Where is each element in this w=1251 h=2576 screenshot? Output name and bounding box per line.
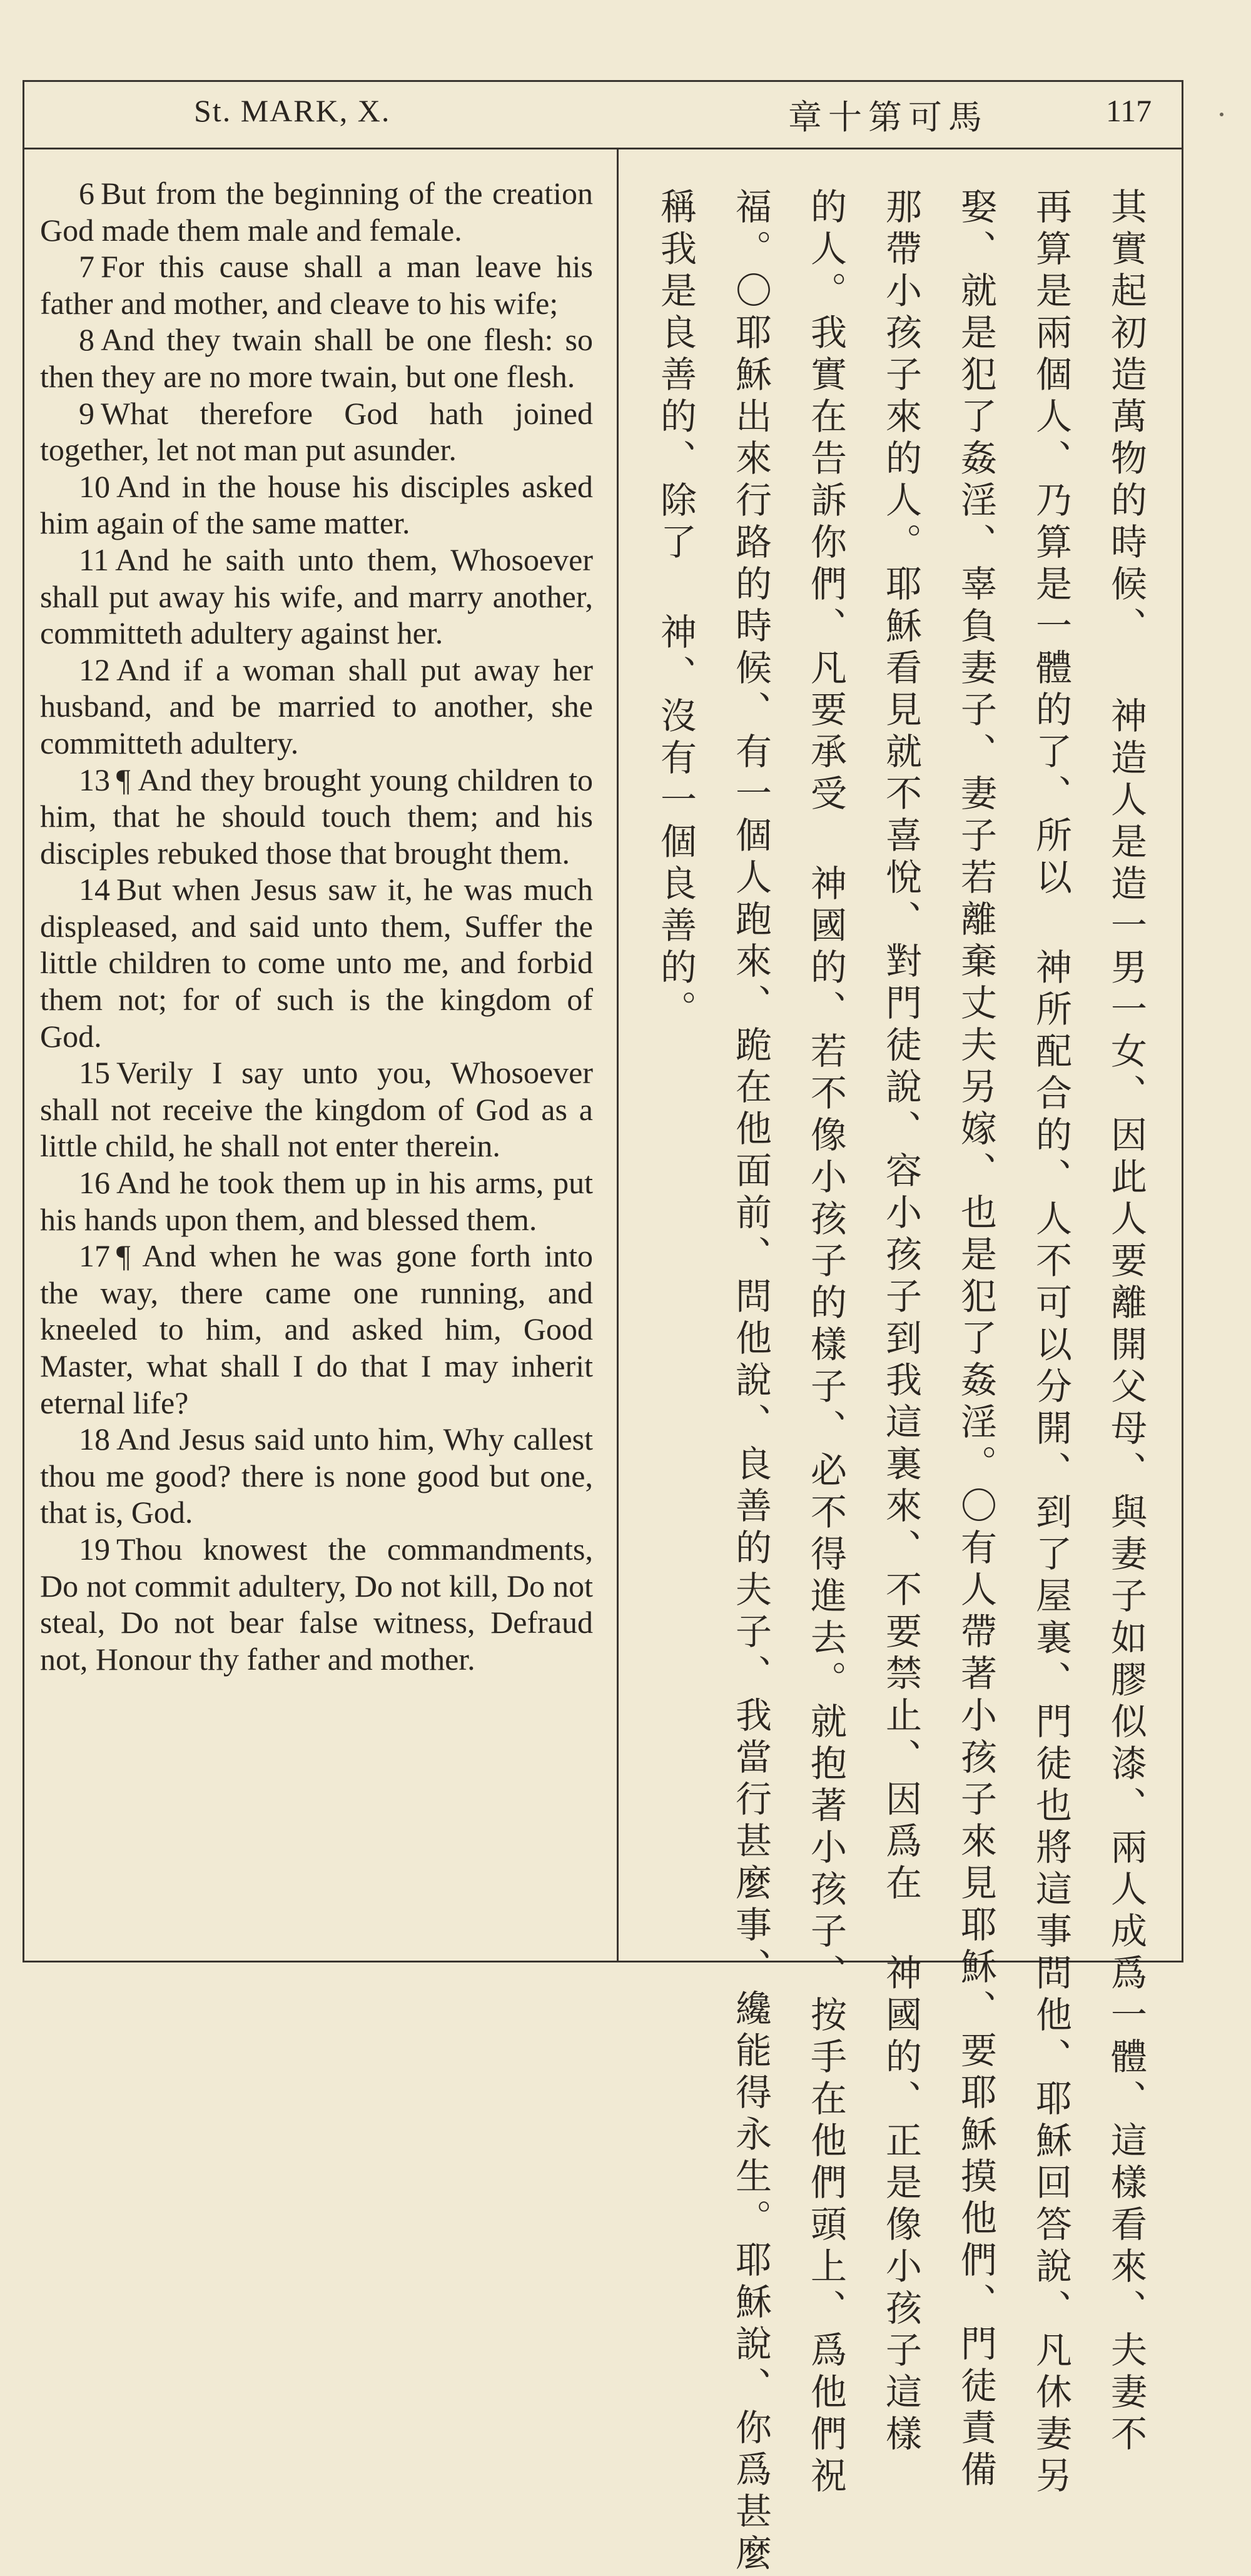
page-number: 117 xyxy=(1106,93,1152,128)
chinese-text-column xyxy=(626,188,1163,2576)
chinese-column: 的人。我實在告訴你們、凡要承受 神國的、若不像小孩子的樣子、必不得進去。就抱著小孩子、按手在他們頭上、爲他們祝 xyxy=(804,188,847,2498)
verse xyxy=(40,395,593,468)
verse-text: But when Jesus saw it, he was much displeased, and said unto them, Suffer the little children to come unto me, and forbid them not; for of such is the kingdom of God. xyxy=(40,872,593,1054)
verse-number: 9 xyxy=(79,395,94,431)
verse-number: 8 xyxy=(79,322,94,358)
verse xyxy=(40,175,593,248)
verse-number: 18 xyxy=(79,1422,110,1457)
verse xyxy=(40,1421,593,1531)
verse-text: And he took them up in his arms, put his hands upon them, and blessed them. xyxy=(40,1165,593,1237)
verse-number: 13 xyxy=(79,762,110,797)
header-rule xyxy=(23,148,1183,149)
verse xyxy=(40,871,593,1054)
verse-number: 11 xyxy=(79,542,109,577)
verse xyxy=(40,248,593,321)
verse-text: What therefore God hath joined together, let not man put asunder. xyxy=(40,395,593,468)
verse-text: And he saith unto them, Whosoever shall put away his wife, and marry another, committeth adultery against her. xyxy=(40,542,593,651)
verse xyxy=(40,321,593,395)
verse-text: But from the beginning of the creation God made them male and female. xyxy=(40,176,593,248)
verse xyxy=(40,1054,593,1164)
verse xyxy=(40,1531,593,1677)
chinese-column: 稱我是良善的、除了 神、沒有一個良善的。 xyxy=(654,188,697,1032)
verse-number: 19 xyxy=(79,1531,110,1567)
verse-number: 10 xyxy=(79,468,110,504)
verse-text: Thou knowest the commandments, Do not commit adultery, Do not kill, Do not steal, Do not bear false witness, Defraud not, Honour thy father and mother. xyxy=(40,1531,593,1677)
verse-number: 12 xyxy=(79,652,110,687)
running-title-chinese: 章十第可馬 xyxy=(788,98,988,137)
verse-text: ¶ And when he was gone forth into the way, there came one running, and kneeled to him, and asked him, Good Master, what shall I do that I may inherit eternal life? xyxy=(40,1238,593,1420)
verse xyxy=(40,1238,593,1421)
chinese-column: 娶、就是犯了姦淫、辜負妻子、妻子若離棄丈夫另嫁、也是犯了姦淫。〇有人帶著小孩子來見耶穌、要耶穌摸他們、門徒責備 xyxy=(955,188,997,2492)
verse-text: And Jesus said unto him, Why callest thou me good? there is none good but one, that is, God. xyxy=(40,1422,593,1530)
verse xyxy=(40,652,593,762)
verse xyxy=(40,1164,593,1238)
verse-text: And in the house his disciples asked him again of the same matter. xyxy=(40,468,593,541)
verse-number: 14 xyxy=(79,872,110,907)
chinese-column: 福。〇耶穌出來行路的時候、有一個人跑來、跪在他面前、問他說、良善的夫子、我當行甚麼事、纔能得永生。耶穌說、你爲甚麼 xyxy=(729,188,772,2576)
verse-number: 17 xyxy=(79,1238,110,1274)
verse-number: 7 xyxy=(79,249,94,285)
column-divider xyxy=(617,148,619,1962)
verse xyxy=(40,542,593,652)
verse xyxy=(40,762,593,872)
verse-number: 15 xyxy=(79,1055,110,1091)
chinese-column: 再算是兩個人、乃算是一體的了、所以 神所配合的、人不可以分開、到了屋裏、門徒也將這事問他、耶穌回答說、凡休妻另 xyxy=(1030,188,1072,2498)
verse-text: Verily I say unto you, Whosoever shall not receive the kingdom of God as a little child, he shall not enter therein. xyxy=(40,1055,593,1164)
verse-number: 16 xyxy=(79,1165,110,1201)
chinese-column: 那帶小孩子來的人。耶穌看見就不喜悅、對門徒說、容小孩子到我這裏來、不要禁止、因爲在 神國的、正是像小孩子這樣 xyxy=(879,188,922,2457)
paper-speck xyxy=(1220,113,1223,116)
verse-text: And they twain shall be one flesh: so then they are no more twain, but one flesh. xyxy=(40,322,593,394)
verse xyxy=(40,468,593,542)
verse-text: ¶ And they brought young children to him, that he should touch them; and his disciples rebuked those that brought them. xyxy=(40,762,593,871)
verse-number: 6 xyxy=(79,176,94,211)
english-text-column xyxy=(40,175,593,1677)
chinese-column: 其實起初造萬物的時候、 神造人是造一男一女、因此人要離開父母、與妻子如膠似漆、兩人成爲一體、這樣看來、夫妻不 xyxy=(1105,188,1147,2457)
running-title: St. MARK, X. xyxy=(194,93,391,128)
verse-text: For this cause shall a man leave his father and mother, and cleave to his wife; xyxy=(40,249,593,321)
verse-text: And if a woman shall put away her husband, and be married to another, she committeth adultery. xyxy=(40,652,593,760)
